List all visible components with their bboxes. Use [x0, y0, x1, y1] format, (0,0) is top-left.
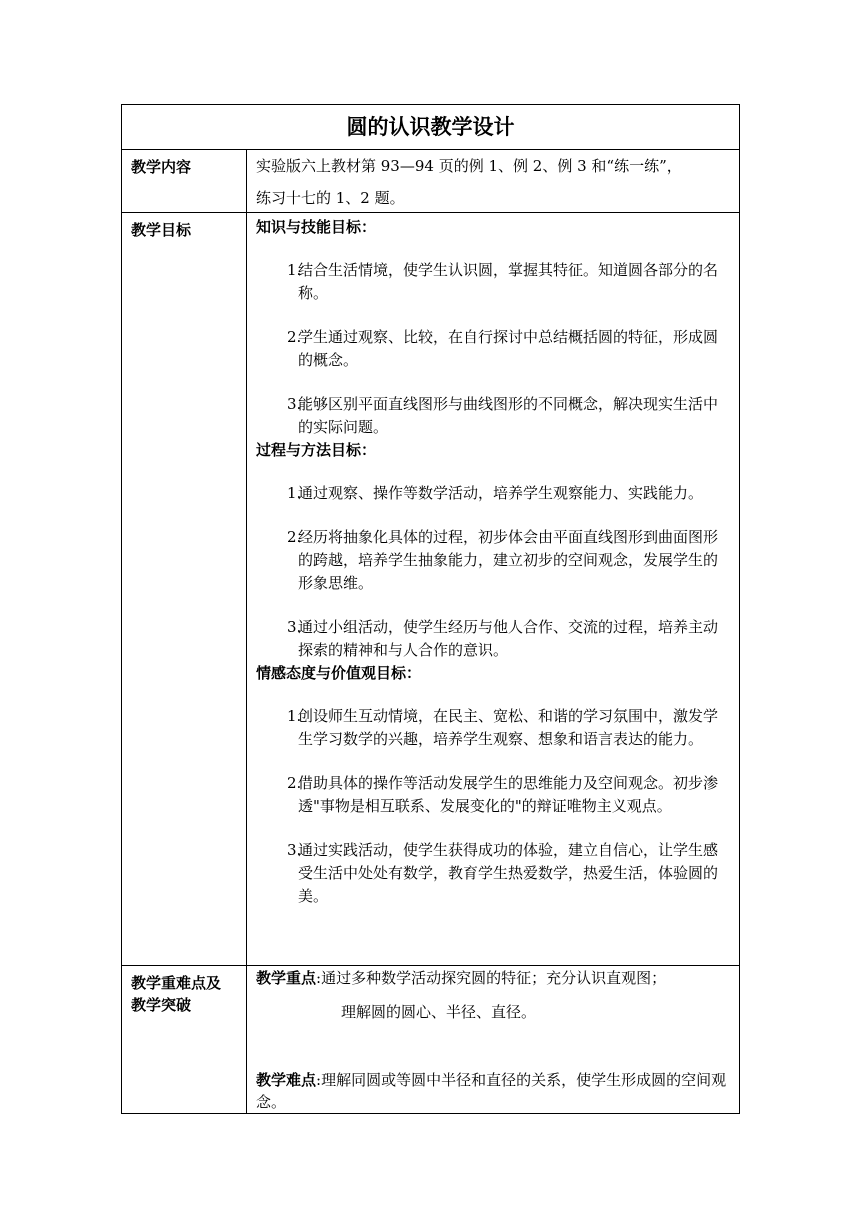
item-number: 2.	[287, 328, 302, 346]
list-item	[256, 482, 731, 505]
difficulty-label: 教学难点	[256, 1071, 317, 1089]
item-number: 1.	[287, 261, 302, 279]
key-point-label: 教学重点	[256, 969, 317, 987]
item-text: 通过实践活动，使学生获得成功的体验，建立自信心，让学生感受生活中处处有数学，教育学生热爱数学，热爱生活，体验圆的美。	[298, 841, 719, 905]
item-text: 学生通过观察、比较，在自行探讨中总结概括圆的特征，形成圆的概念。	[298, 328, 719, 369]
item-number: 3.	[287, 395, 302, 413]
item-text: 经历将抽象化具体的过程，初步体会由平面直线图形到曲面图形的跨越，培养学生抽象能力，建立初步的空间观念，发展学生的形象思维。	[298, 528, 719, 592]
item-number: 2.	[287, 774, 302, 792]
knowledge-goal-list	[256, 259, 731, 439]
label-key-points-line: 教学重难点及	[131, 974, 222, 992]
item-text: 能够区别平面直线图形与曲线图形的不同概念，解决现实生活中的实际问题。	[298, 395, 719, 436]
key-point-text: :通过多种数学活动探究圆的特征；充分认识直观图；	[316, 969, 667, 987]
list-item	[256, 259, 731, 305]
item-text: 结合生活情境，使学生认识圆，掌握其特征。知道圆各部分的名称。	[298, 261, 719, 302]
section-title-process: 过程与方法目标：	[256, 441, 377, 459]
list-item	[256, 393, 731, 439]
teaching-content-line: 练习十七的 1、2 题。	[256, 189, 405, 207]
item-number: 1.	[287, 707, 302, 725]
label-teaching-content: 教学内容	[122, 150, 247, 213]
label-key-points-line: 教学突破	[131, 996, 192, 1014]
item-number: 3.	[287, 618, 302, 636]
key-points-cell	[247, 966, 740, 1114]
key-point-line	[256, 967, 731, 989]
item-text: 创设师生互动情境，在民主、宽松、和谐的学习氛围中，激发学生学习数学的兴趣，培养学生观察、想象和语言表达的能力。	[298, 707, 719, 748]
list-item	[256, 616, 731, 662]
key-point-text-cont: 理解圆的圆心、半径、直径。	[341, 1003, 537, 1021]
teaching-content-line: 实验版六上教材第 93—94 页的例 1、例 2、例 3 和“练一练”，	[256, 157, 682, 175]
item-number: 2.	[287, 528, 302, 546]
teaching-goals-cell	[247, 213, 740, 966]
section-title-knowledge: 知识与技能目标：	[256, 218, 377, 236]
list-item	[256, 326, 731, 372]
item-text: 借助具体的操作等活动发展学生的思维能力及空间观念。初步渗透"事物是相互联系、发展变化的"的辩证唯物主义观点。	[298, 774, 719, 815]
item-text: 通过观察、操作等数学活动，培养学生观察能力、实践能力。	[298, 484, 704, 502]
row-teaching-goals	[122, 213, 740, 966]
teaching-content-cell	[247, 150, 740, 213]
document-title: 圆的认识教学设计	[122, 105, 740, 150]
row-key-points	[122, 966, 740, 1114]
list-item	[256, 526, 731, 595]
lesson-plan-table	[121, 104, 740, 1114]
difficulty-line	[256, 1069, 731, 1113]
list-item	[256, 705, 731, 751]
item-number: 3.	[287, 841, 302, 859]
row-teaching-content	[122, 150, 740, 213]
difficulty-text: :理解同圆或等圆中半径和直径的关系，使学生形成圆的空间观念。	[256, 1071, 727, 1111]
attitude-goal-list	[256, 705, 731, 908]
process-goal-list	[256, 482, 731, 662]
item-text: 通过小组活动，使学生经历与他人合作、交流的过程，培养主动探索的精神和与人合作的意识。	[298, 618, 719, 659]
list-item	[256, 839, 731, 908]
item-number: 1.	[287, 484, 302, 502]
label-key-points	[122, 966, 247, 1114]
title-row	[122, 105, 740, 150]
label-teaching-goals: 教学目标	[122, 213, 247, 966]
list-item	[256, 772, 731, 818]
section-title-attitude: 情感态度与价值观目标：	[256, 664, 422, 682]
